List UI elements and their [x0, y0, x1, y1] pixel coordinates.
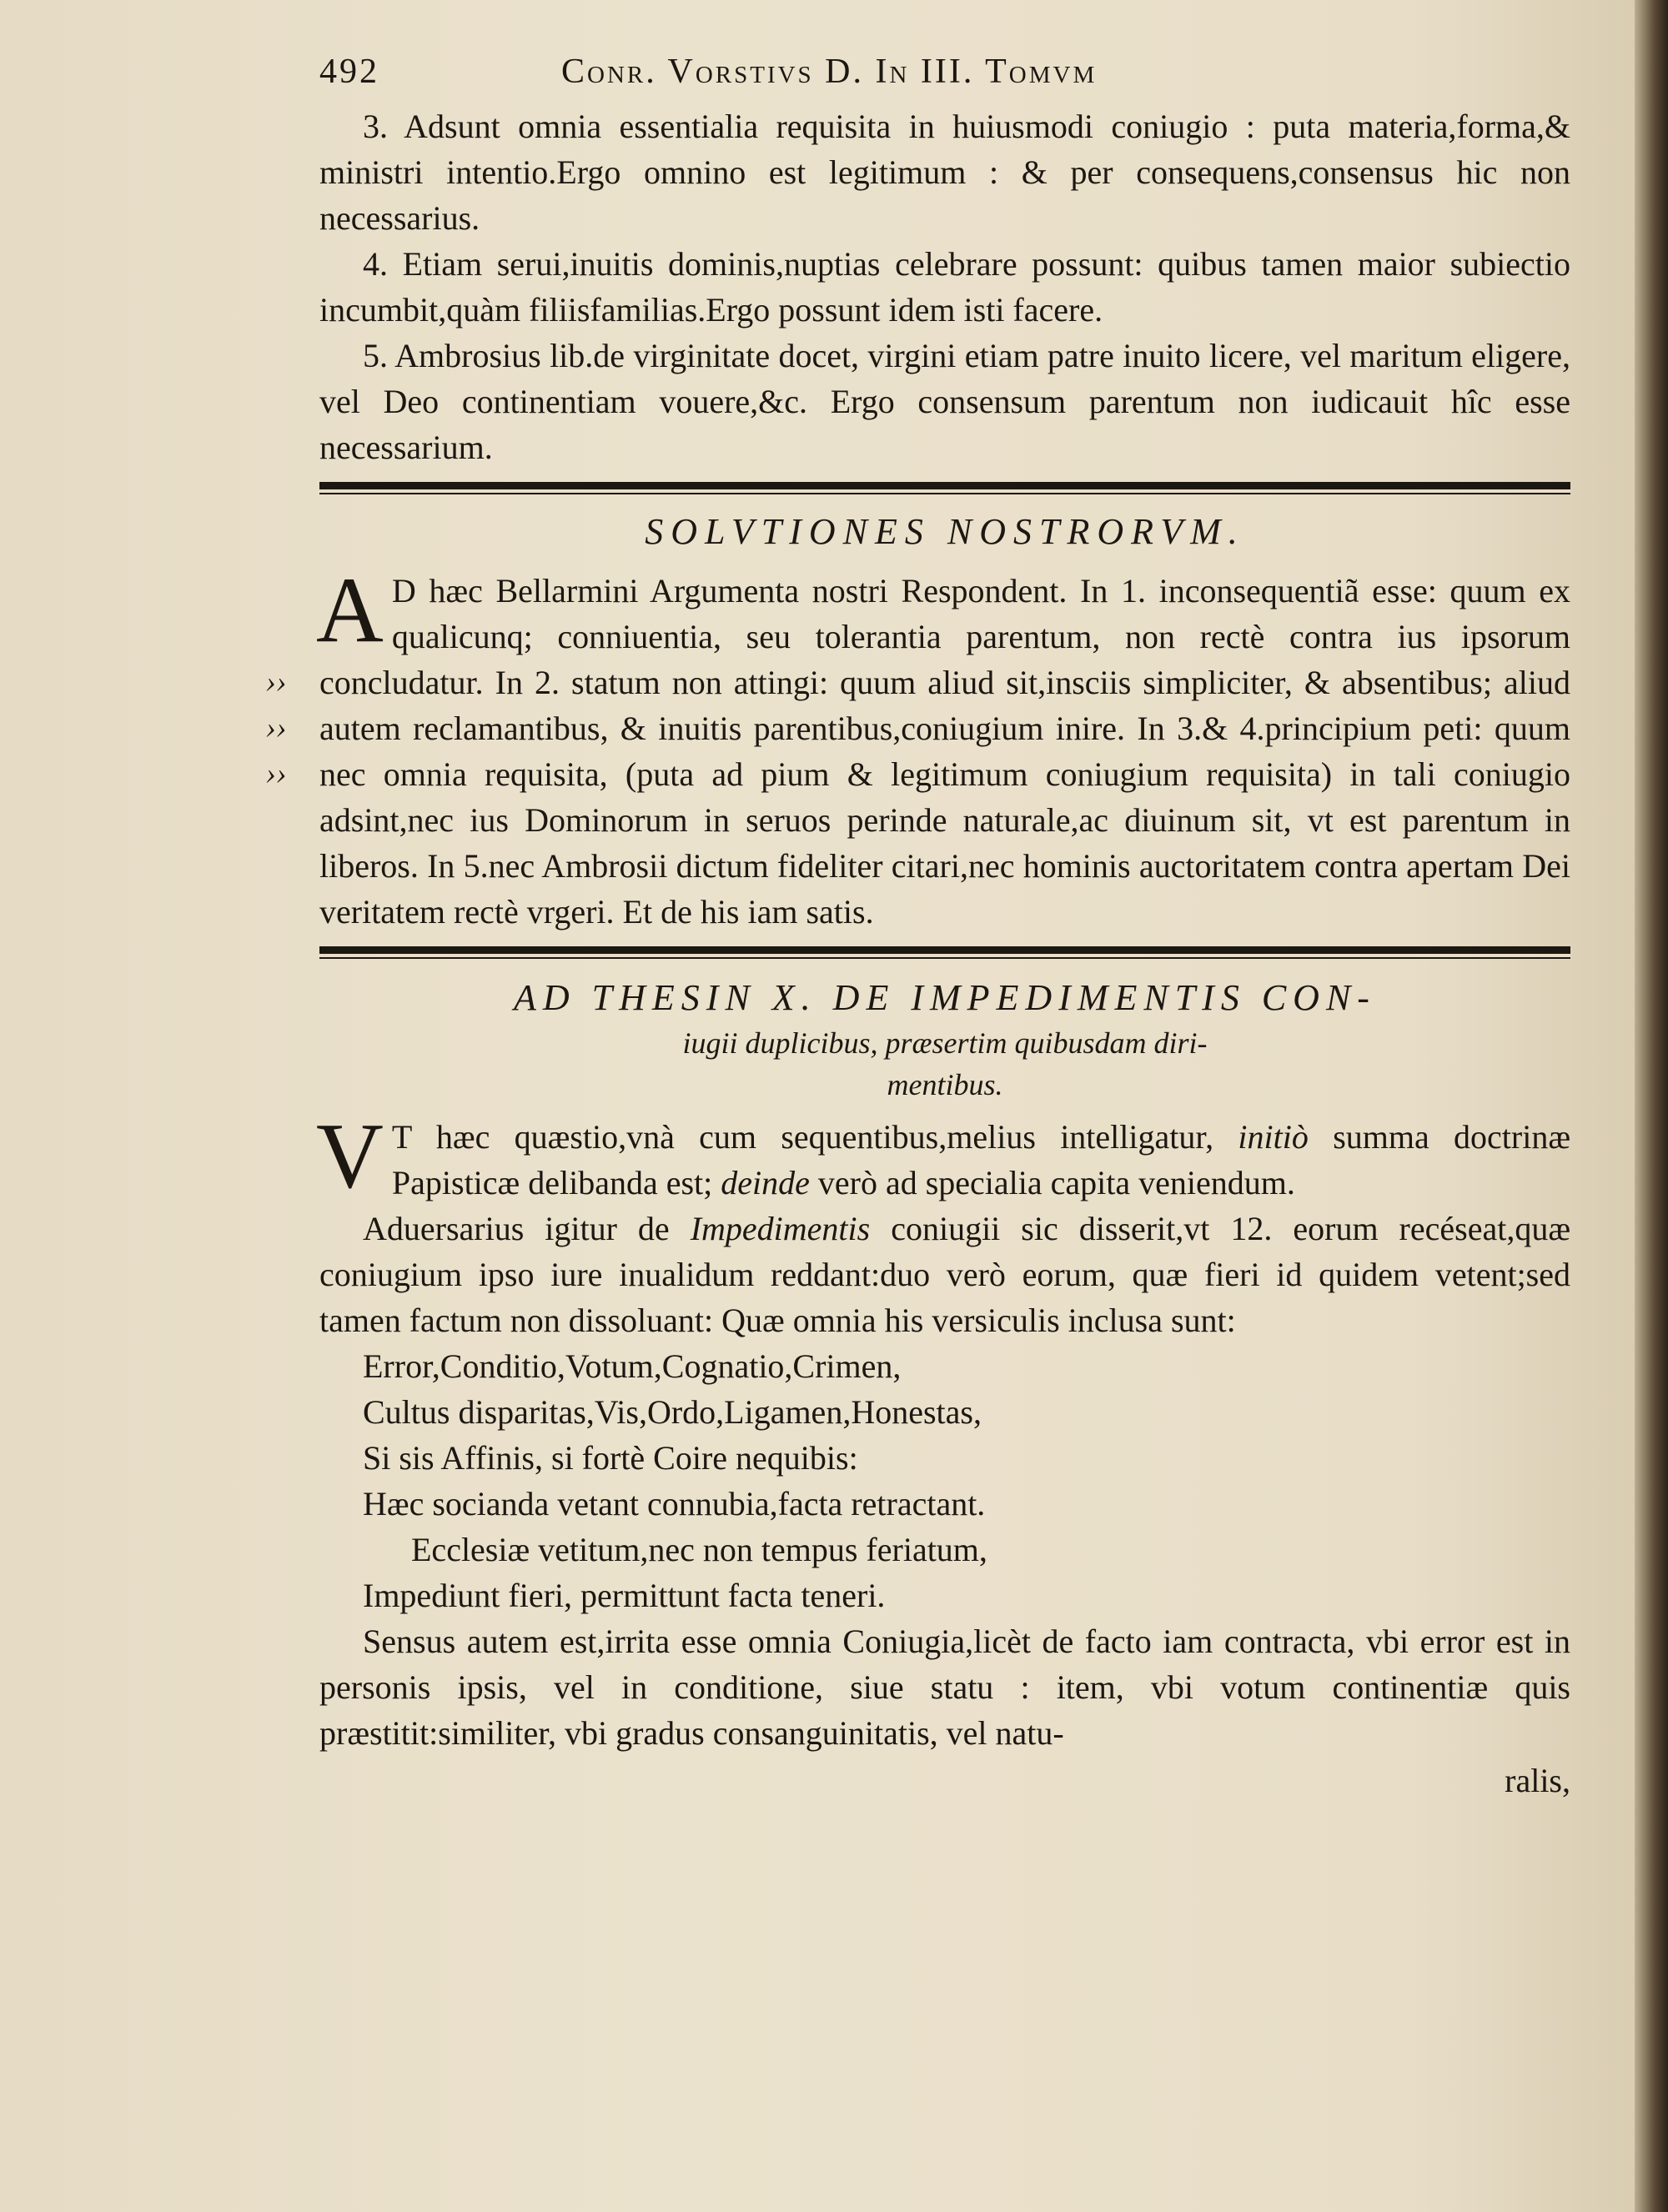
objection-4: 4. Etiam serui,inuitis dominis,nuptias celebrare possunt: quibus tamen maior subiectio incumbit,quàm filiisfamilias.Ergo possunt idem isti facere.: [319, 245, 1570, 329]
section-rule: [319, 482, 1570, 489]
thesis-heading: AD THESIN X. DE IMPEDIMENTIS CON-: [514, 977, 1376, 1018]
running-title: Conr. Vorstivs D. In III. Tomvm: [561, 53, 1098, 91]
para-impedimentis: Impedimentis: [690, 1210, 871, 1247]
thesis-intro-paragraph: [316, 1105, 1571, 1208]
objection-5: 5. Ambrosius lib.de virginitate docet, virgini etiam patre inuito licere, vel maritum eligere, vel Deo continentiam vouere,&c. Ergo consensum parentum non iudicauit hîc esse necessarium.: [319, 337, 1570, 466]
verse-line: Si sis Affinis, si fortè Coire nequibis:: [363, 1439, 858, 1477]
margin-mark: ››: [265, 665, 287, 700]
margin-mark: ››: [265, 756, 287, 791]
solutions-block: [265, 559, 1570, 935]
intro-text: summa doctrinæ Papisticæ delibanda est;: [391, 1118, 1571, 1201]
running-head: [319, 52, 1570, 103]
verse-line: Hæc socianda vetant connubia,facta retractant.: [363, 1485, 986, 1522]
solutions-heading: SOLVTIONES NOSTRORVM.: [645, 511, 1245, 552]
para-text: Aduersarius igitur de: [363, 1210, 670, 1247]
dropcap-a: A: [316, 559, 384, 662]
verse-line: Cultus disparitas,Vis,Ordo,Ligamen,Honestas,: [363, 1393, 982, 1431]
sensus-paragraph: Sensus autem est,irrita esse omnia Coniugia,licèt de facto iam contracta, vbi error est in personis ipsis, vel in conditione, siue statu : item, vbi votum continentiæ quis præstitit:similiter, vbi gradus consanguinitatis, vel natu-: [319, 1623, 1570, 1752]
solutions-text: D hæc Bellarmini Argumenta nostri Respondent. In 1. inconsequentiã esse: quum ex qualicunq; conniuentia, seu tolerantia parentum, non rectè contra ius ipsorum concludatur. In 2. statum non attingi: quum aliud sit,insciis simpliciter, & absentibus; aliud autem reclamantibus, & inuitis parentibus,coniugium inire. In 3.& 4.principium peti: quum nec omnia requisita, (puta ad pium & legitimum coniugium requisita) in tali coniugio adsint,nec ius Dominorum in seruos perinde naturale,ac diuinum sit, vt est parentum in liberos. In 5.nec Ambrosii dictum fideliter citari,nec hominis auctoritatem contra apertam Dei veritatem rectè vrgeri. Et de his iam satis.: [319, 572, 1570, 930]
catchword: ralis,: [1505, 1762, 1570, 1799]
page-content: [265, 52, 1571, 1803]
objection-3: 3. Adsunt omnia essentialia requisita in huiusmodi coniugio : puta materia,forma,& ministri intentio.Ergo omnino est legitimum : & per consequens,consensus hic non necessarius.: [319, 108, 1570, 237]
section-rule: [319, 946, 1570, 954]
intro-text: T hæc quæstio,vnà cum sequentibus,melius intelligatur,: [391, 1118, 1214, 1156]
margin-quote-marks: [265, 660, 286, 797]
thesis-subheading-line: iugii duplicibus, præsertim quibusdam diri-: [682, 1026, 1208, 1060]
para-text: coniugii sic disserit,vt 12. eorum recéseat,quæ coniugium ipso iure inualidum reddant:duo verò eorum, quæ fieri id quidem vetent;sed tamen factum non dissoluant: Quæ omnia his versiculis inclusa sunt:: [319, 1210, 1571, 1339]
solutions-paragraph: [316, 559, 1570, 935]
verse-line: Impediunt fieri, permittunt facta teneri.: [363, 1577, 886, 1614]
verse-line: Error,Conditio,Votum,Cognatio,Crimen,: [363, 1347, 902, 1385]
intro-deinde: deinde: [721, 1164, 810, 1201]
dropcap-v: V: [316, 1105, 384, 1208]
book-gutter: [1635, 0, 1668, 2212]
impedimenta-paragraph: [319, 1206, 1570, 1343]
intro-initio: initiò: [1238, 1118, 1309, 1156]
thesis-subheading-line: mentibus.: [887, 1068, 1003, 1101]
verse-block: [319, 1343, 1570, 1618]
verse-line: Ecclesiæ vetitum,nec non tempus feriatum,: [411, 1531, 987, 1568]
intro-text: verò ad specialia capita veniendum.: [817, 1164, 1295, 1201]
margin-mark: ››: [265, 710, 287, 745]
thesis-subheading: [319, 1022, 1570, 1106]
page-number: 492: [319, 53, 379, 91]
